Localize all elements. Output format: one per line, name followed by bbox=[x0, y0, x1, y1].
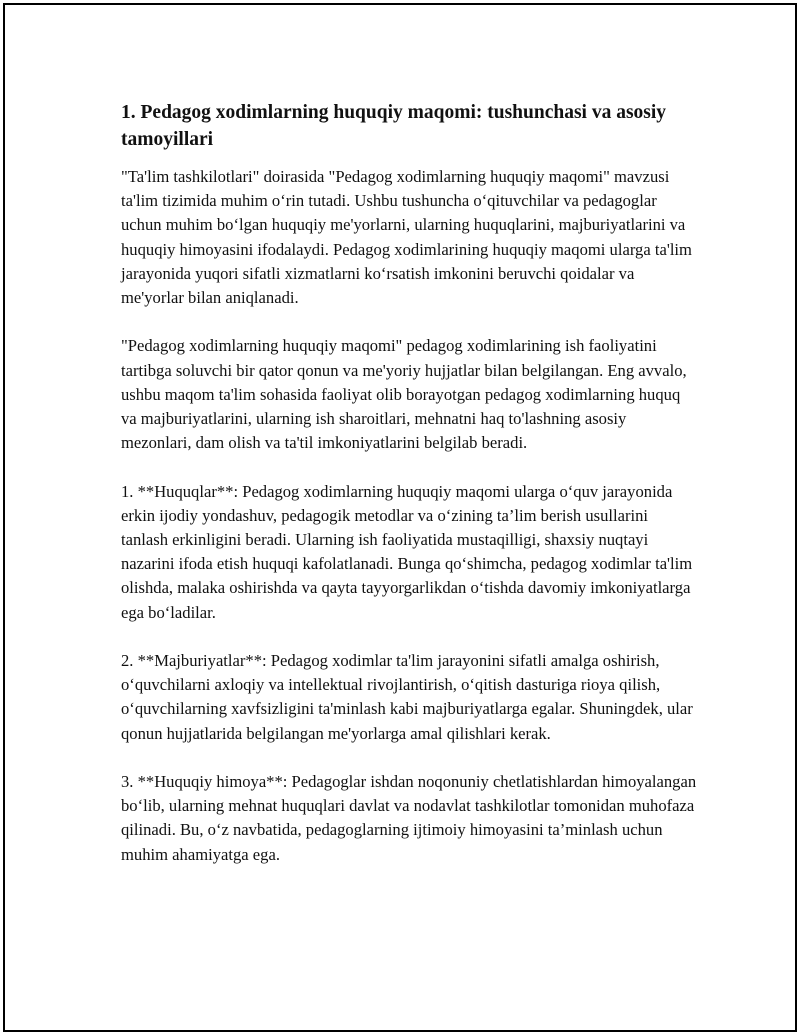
document-body bbox=[121, 99, 697, 867]
paragraph-legal-protection: 3. **Huquqiy himoya**: Pedagoglar ishdan noqonuniy chetlatishlardan himoyalangan bo‘lib, ularning mehnat huquqlari davlat va nodavlat tashkilotlar tomonidan muhofaza qilinadi. Bu, o‘z navbatida, pedagoglarning ijtimoiy himoyasini ta’minlash uchun muhim ahamiyatga ega. bbox=[121, 772, 697, 864]
paragraph-intro: "Ta'lim tashkilotlari" doirasida "Pedagog xodimlarning huquqiy maqomi" mavzusi ta'lim tizimida muhim o‘rin tutadi. Ushbu tushuncha o‘qituvchilar va pedagoglar uchun muhim bo‘lgan huquqiy me'yorlarni, ularning huquqlarini, majburiyatlarini va huquqiy himoyasini ifodalaydi. Pedagog xodimlarining huquqiy maqomi ularga ta'lim jarayonida yuqori sifatli xizmatlarni ko‘rsatish imkonini beruvchi qoidalar va me'yorlar bilan aniqlanadi. bbox=[121, 167, 692, 308]
document-title: 1. Pedagog xodimlarning huquqiy maqomi: tushunchasi va asosiy tamoyillari bbox=[121, 102, 667, 150]
paragraph-rights: 1. **Huquqlar**: Pedagog xodimlarning huquqiy maqomi ularga o‘quv jarayonida erkin ijodiy yondashuv, pedagogik metodlar va o‘zining ta’lim berish usullarini tanlash erkinligini beradi. Ularning ish faoliyatida mustaqilligi, shaxsiy nuqtayi nazarini ifoda etish huquqi kafolatlanadi. Bunga qo‘shimcha, pedagog xodimlar ta'lim olishda, malaka oshirishda va qayta tayyorgarlikdan o‘tishda davomiy imkoniyatlarga ega bo‘ladilar. bbox=[121, 481, 693, 622]
paragraph-obligations: 2. **Majburiyatlar**: Pedagog xodimlar ta'lim jarayonini sifatli amalga oshirish, o‘quvchilarni axloqiy va intellektual rivojlantirish, o‘qitish dasturiga rioya qilish, o‘quvchilarning xavfsizligini ta'minlash kabi majburiyatlarga egalar. Shuningdek, ular qonun hujjatlarida belgilangan me'yorlarga amal qilishlari kerak. bbox=[121, 651, 693, 743]
page-frame bbox=[3, 3, 797, 1032]
paragraph-legal-basis: "Pedagog xodimlarning huquqiy maqomi" pedagog xodimlarining ish faoliyatini tartibga soluvchi bir qator qonun va me'yoriy hujjatlar bilan belgilangan. Eng avvalo, ushbu maqom ta'lim sohasida faoliyat olib borayotgan pedagog xodimlarning huquq va majburiyatlarini, ularning ish sharoitlari, mehnatni haq to'lashning asosiy mezonlari, dam olish va ta'til imkoniyatlarini belgilab beradi. bbox=[121, 336, 687, 453]
